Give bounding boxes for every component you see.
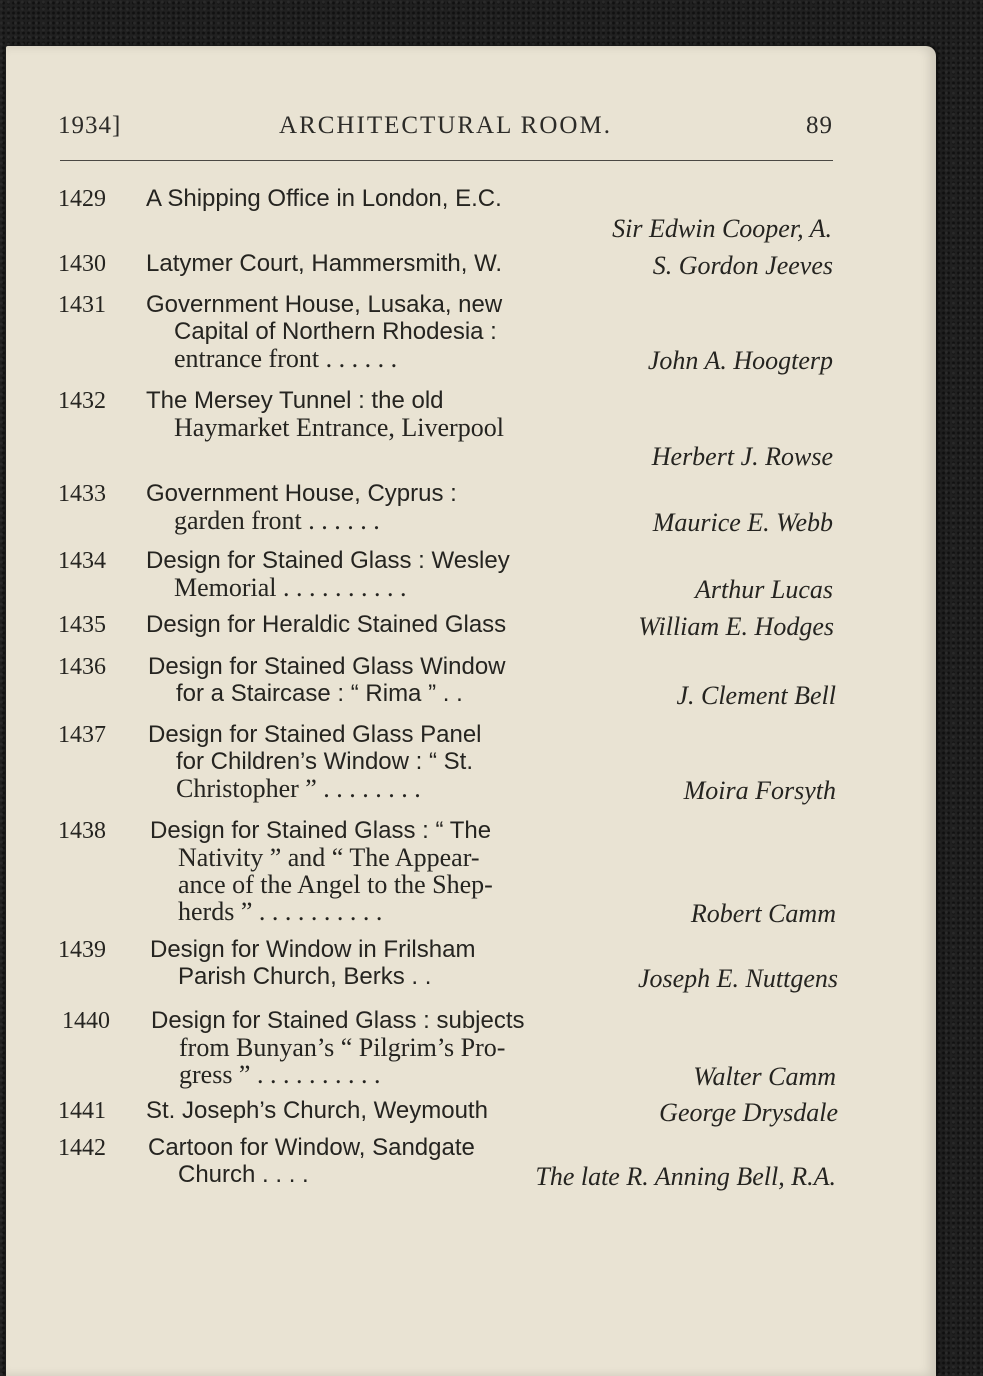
entry-title-line: entrance front . . . . . . (174, 344, 398, 373)
entry-title: Design for Stained Glass Panel (148, 721, 482, 748)
entry-number: 1435 (58, 612, 106, 638)
entry-number: 1441 (58, 1098, 106, 1124)
entry-title-line: Christopher ” . . . . . . . . (176, 774, 421, 803)
catalogue-entry (58, 818, 838, 928)
entry-artist: Herbert J. Rowse (651, 442, 833, 471)
entry-artist: Maurice E. Webb (652, 508, 833, 537)
entry-title-line: garden front . . . . . . (174, 506, 380, 535)
entry-title: Latymer Court, Hammersmith, W. (146, 250, 503, 277)
catalogue-entry (58, 548, 838, 604)
entry-title-line: for a Staircase : “ Rima ” . . (176, 680, 463, 707)
entry-title: Design for Stained Glass Window (148, 653, 506, 680)
catalogue-entry (58, 654, 838, 710)
entry-number: 1436 (58, 654, 106, 680)
catalogue-entry (58, 186, 838, 242)
catalogue-entry (58, 1098, 838, 1128)
entry-number: 1437 (58, 722, 106, 748)
page-number: 89 (806, 112, 833, 139)
entry-number: 1433 (58, 481, 106, 507)
entry-title-line: ance of the Angel to the Shep- (178, 870, 493, 899)
catalogue-entry (58, 481, 838, 537)
entry-title: Design for Stained Glass : Wesley (146, 547, 510, 574)
entry-artist: Moira Forsyth (683, 776, 836, 805)
entry-title-line: Nativity ” and “ The Appear- (178, 843, 480, 872)
entry-title-line: herds ” . . . . . . . . . . (178, 897, 383, 926)
entry-number: 1442 (58, 1135, 106, 1161)
entry-title-line: Memorial . . . . . . . . . . (174, 573, 407, 602)
entry-title: St. Joseph’s Church, Weymouth (146, 1097, 488, 1124)
entry-title-line: Capital of Northern Rhodesia : (174, 318, 497, 345)
entry-number: 1439 (58, 937, 106, 963)
entry-artist: The late R. Anning Bell, R.A. (535, 1162, 836, 1191)
header-rule (60, 160, 833, 161)
catalogue-entry (58, 612, 838, 642)
catalogue-entry (58, 251, 838, 281)
entry-title: Design for Stained Glass : subjects (151, 1007, 525, 1034)
catalogue-entry (58, 292, 838, 376)
entry-title: Government House, Lusaka, new (146, 291, 503, 318)
entry-title: Design for Stained Glass : “ The (150, 817, 492, 844)
entry-title: A Shipping Office in London, E.C. (146, 185, 502, 212)
entry-number: 1440 (62, 1008, 110, 1034)
entry-artist: S. Gordon Jeeves (652, 251, 833, 280)
entry-artist: J. Clement Bell (676, 681, 836, 710)
entry-title: Design for Window in Frilsham (150, 936, 476, 963)
header-title: ARCHITECTURAL ROOM. (279, 112, 612, 139)
catalogue-entry (58, 1135, 838, 1191)
entry-title: Government House, Cyprus : (146, 480, 457, 507)
entry-title-line: Haymarket Entrance, Liverpool (174, 413, 504, 442)
catalogue-entry (58, 722, 838, 806)
entry-artist: William E. Hodges (638, 612, 834, 641)
header-year: 1934] (58, 112, 122, 139)
entry-number: 1438 (58, 818, 106, 844)
entry-title-line: gress ” . . . . . . . . . . (179, 1060, 381, 1089)
entry-title: Cartoon for Window, Sandgate (148, 1134, 475, 1161)
entry-title-line: for Children’s Window : “ St. (176, 748, 473, 775)
entry-title: The Mersey Tunnel : the old (146, 387, 444, 414)
entry-artist: George Drysdale (659, 1098, 838, 1127)
entry-artist: Arthur Lucas (695, 575, 833, 604)
entry-artist: Walter Camm (693, 1062, 836, 1091)
entry-artist: Robert Camm (690, 899, 836, 928)
entry-artist: Sir Edwin Cooper, A. (612, 214, 832, 243)
entry-number: 1434 (58, 548, 106, 574)
entry-artist: John A. Hoogterp (647, 346, 833, 375)
entry-number: 1432 (58, 388, 106, 414)
entry-number: 1431 (58, 292, 106, 318)
entry-number: 1429 (58, 186, 106, 212)
catalogue-entry (58, 388, 838, 472)
entry-title-line: Parish Church, Berks . . (178, 963, 432, 990)
catalogue-entry (58, 937, 838, 993)
entry-title: Design for Heraldic Stained Glass (146, 611, 507, 638)
entry-title-line: from Bunyan’s “ Pilgrim’s Pro- (179, 1033, 506, 1062)
catalogue-entry (58, 1008, 838, 1092)
entry-artist: Joseph E. Nuttgens (637, 964, 838, 993)
running-header (58, 112, 833, 152)
entry-title-line: Church . . . . (178, 1161, 309, 1188)
entry-number: 1430 (58, 251, 106, 277)
